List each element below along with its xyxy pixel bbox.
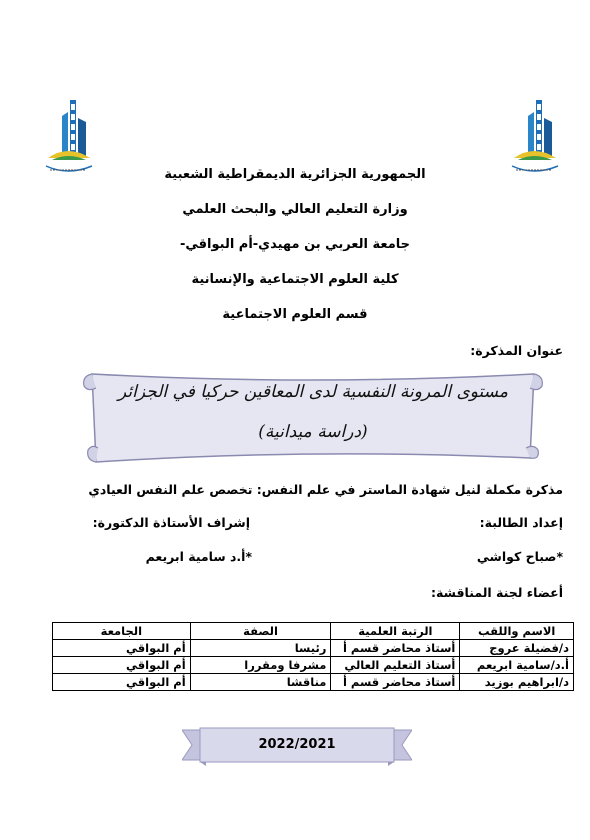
header-rank: الرتبة العلمية (331, 623, 460, 640)
academic-year: 2022/2021 (258, 737, 336, 752)
member-name: أ.د/سامية ابريعم (460, 657, 574, 674)
member-university: أم البواقي (53, 657, 191, 674)
member-role: مشرفا ومقررا (190, 657, 331, 674)
supervisor-name: *أ.د سامية ابريعم (145, 549, 252, 564)
student-label: إعداد الطالبة: (479, 515, 563, 530)
ministry-title: وزارة التعليم العالي والبحث العلمي (182, 202, 408, 217)
member-role: رئيسا (190, 640, 331, 657)
member-rank: أستاذ محاضر قسم أ (331, 640, 460, 657)
table-row (53, 674, 574, 691)
member-rank: أستاذ محاضر قسم أ (331, 674, 460, 691)
thesis-title-line2: (دراسة ميدانية) (258, 422, 368, 442)
header-name: الاسم واللقب (460, 623, 574, 640)
committee-label: أعضاء لجنة المناقشة: (431, 585, 563, 600)
academic-year-ribbon (182, 726, 412, 766)
member-name: د/فضيلة عروج (460, 640, 574, 657)
member-rank: أستاذ التعليم العالي (331, 657, 460, 674)
member-name: د/ابراهيم بوزيد (460, 674, 574, 691)
table-header-row (53, 623, 574, 640)
student-name: *صباح كواشي (476, 549, 563, 564)
table-row (53, 657, 574, 674)
university-title: جامعة العربي بن مهيدي-أم البواقي- (179, 237, 411, 252)
committee-table (52, 622, 574, 691)
faculty-title: كلية العلوم الاجتماعية والإنسانية (191, 272, 399, 287)
table-row (53, 640, 574, 657)
member-role: مناقشا (190, 674, 331, 691)
thesis-title-label: عنوان المذكرة: (470, 343, 563, 358)
member-university: أم البواقي (53, 640, 191, 657)
thesis-title-scroll (78, 364, 548, 472)
department-title: قسم العلوم الاجتماعية (222, 307, 368, 322)
thesis-title-line1: مستوى المرونة النفسية لدى المعاقين حركيا في الجزائر (118, 382, 508, 402)
header-role: الصفة (190, 623, 331, 640)
header-university: الجامعة (53, 623, 191, 640)
republic-title: الجمهورية الجزائرية الديمقراطية الشعبية (164, 167, 426, 182)
supervisor-label: إشراف الأستاذة الدكتورة: (92, 515, 250, 530)
member-university: أم البواقي (53, 674, 191, 691)
thesis-description: مذكرة مكملة لنيل شهادة الماستر في علم النفس: تخصص علم النفس العيادي (88, 482, 563, 497)
